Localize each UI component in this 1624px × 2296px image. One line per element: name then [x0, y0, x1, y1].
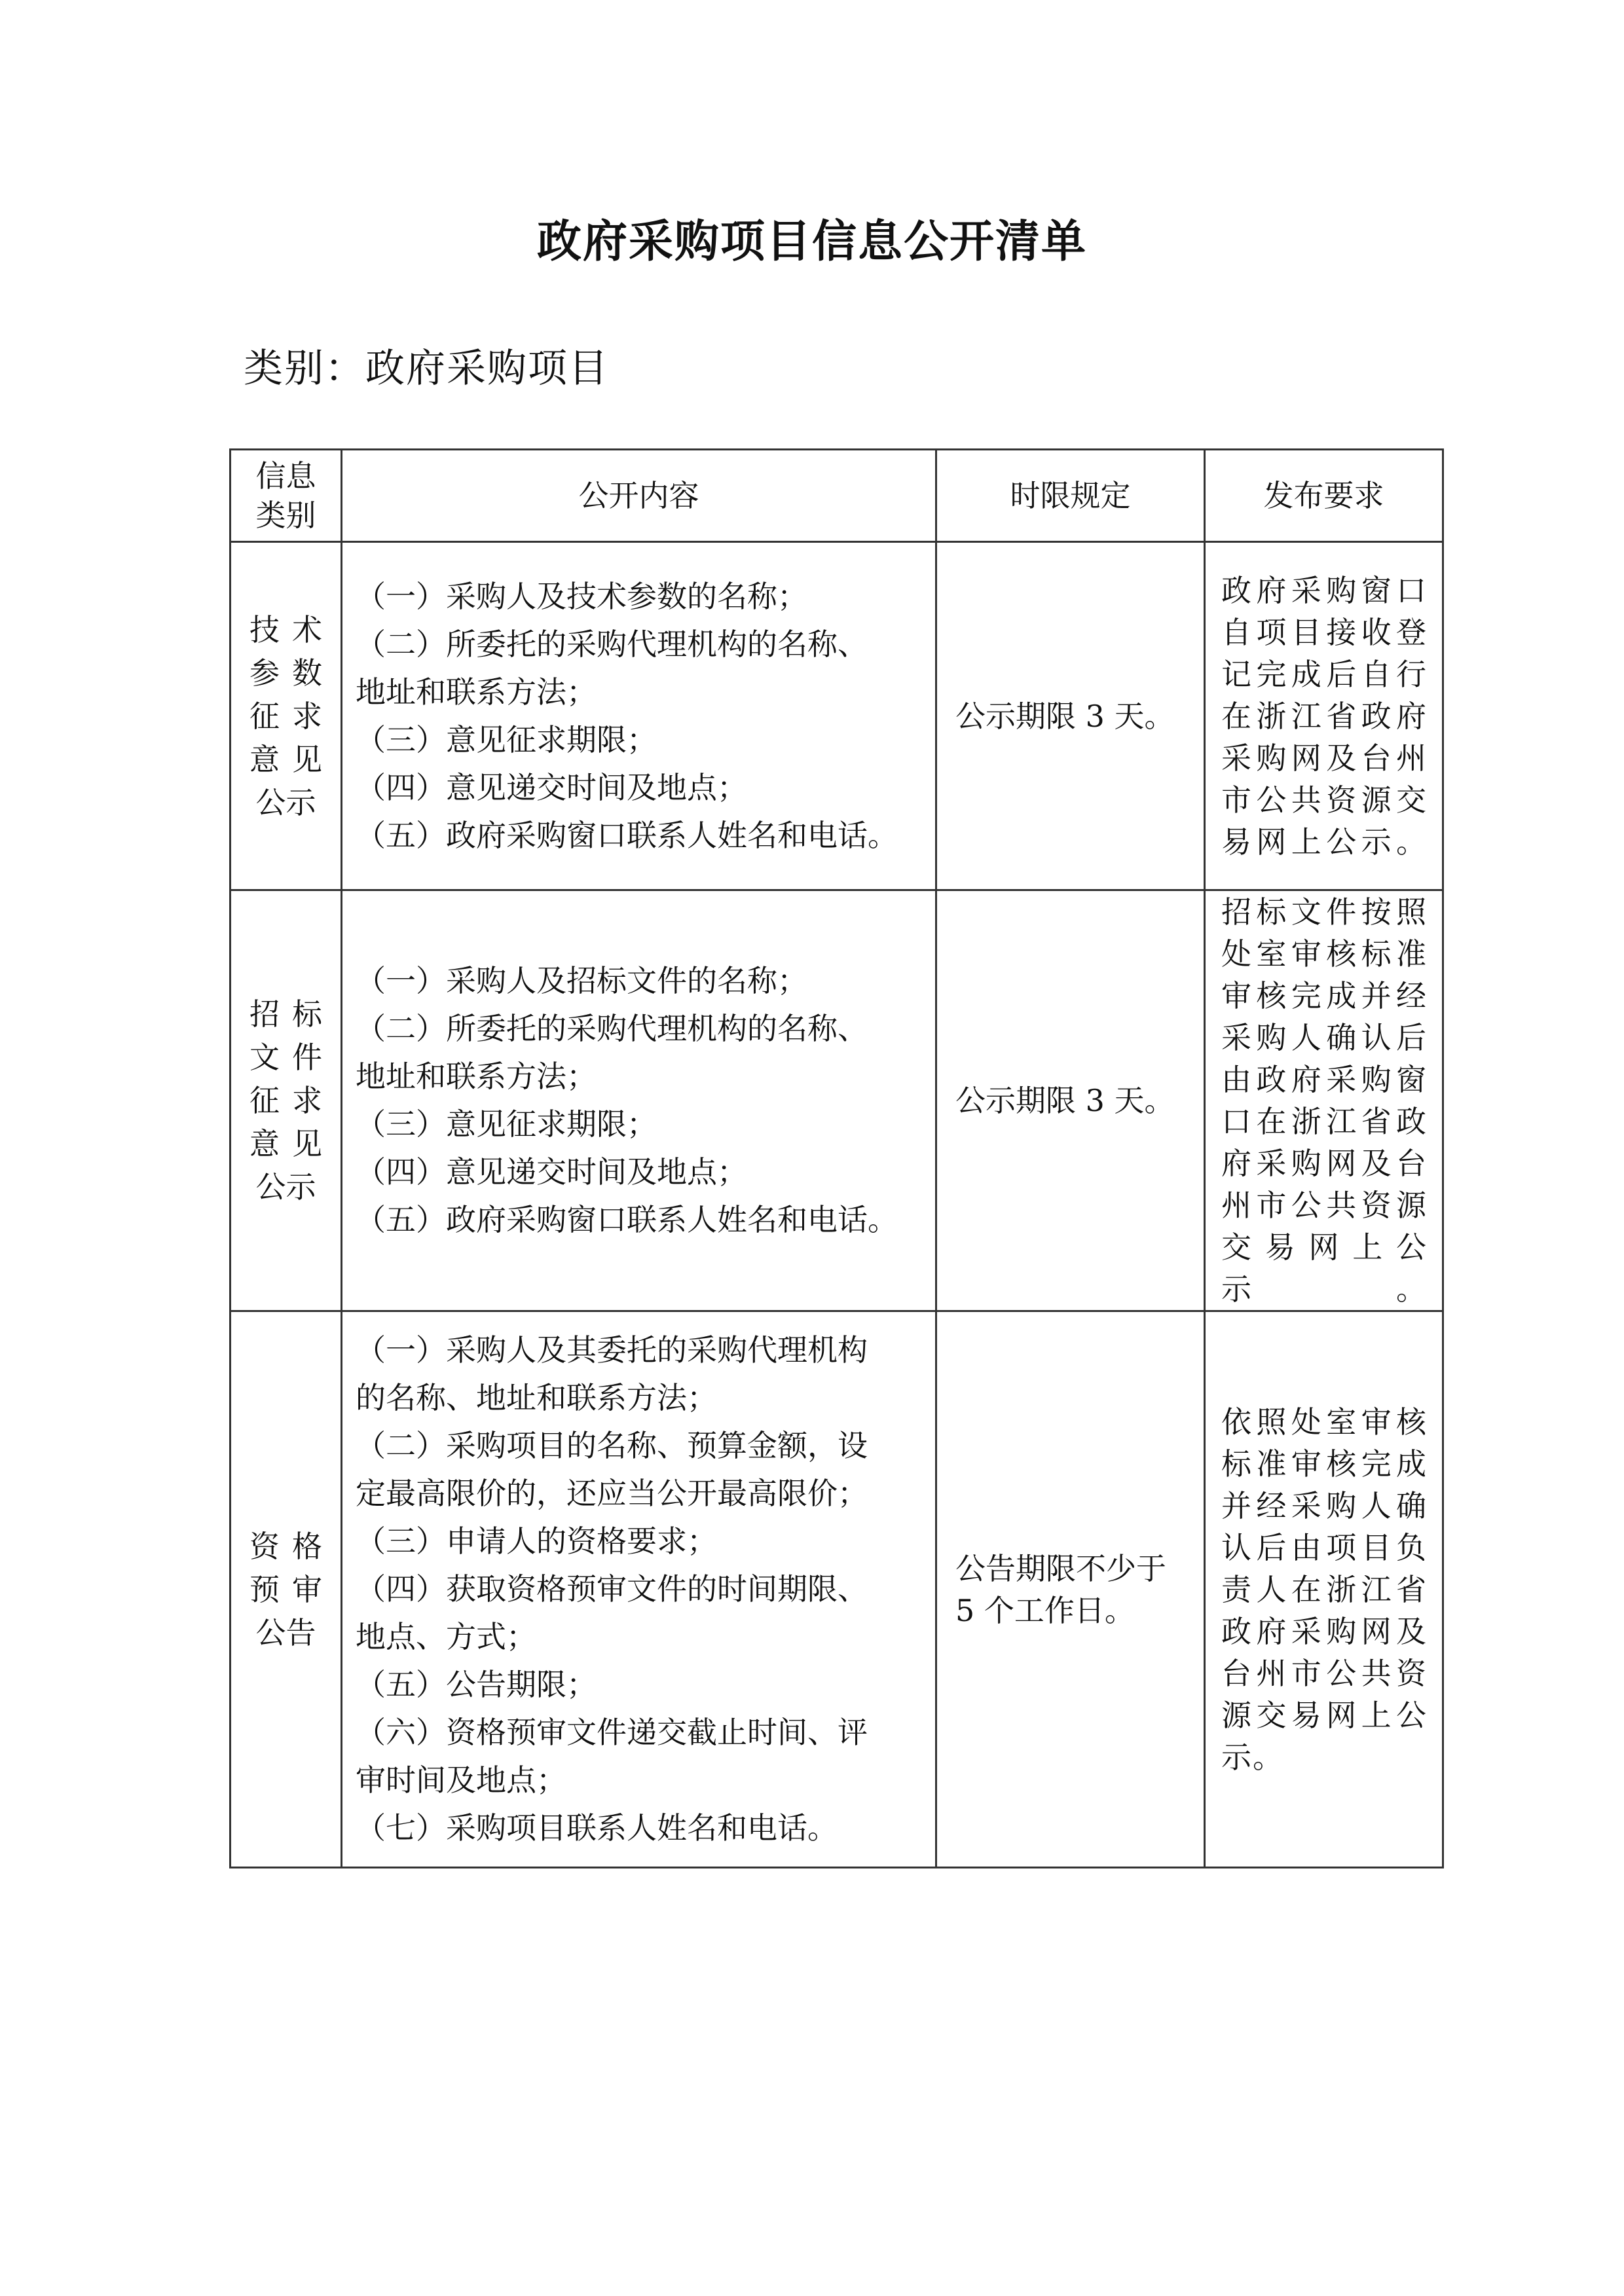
header-time-limit: 时限规定	[936, 450, 1205, 542]
content-item: 地址和联系方法；	[356, 1059, 597, 1094]
content-item: 地点、方式；	[356, 1619, 536, 1654]
requirement-line: 认后由项目负	[1221, 1529, 1428, 1565]
requirement-cell	[1205, 1311, 1443, 1868]
content-item: （四）获取资格预审文件的时间期限、	[356, 1571, 868, 1607]
info-type-line: 意 见	[249, 1126, 322, 1161]
requirement-line: 自项目接收登	[1221, 614, 1428, 650]
header-requirement: 发布要求	[1205, 450, 1443, 542]
content-item: （一）采购人及招标文件的名称；	[356, 963, 807, 998]
content-item: 审时间及地点；	[356, 1762, 566, 1798]
time-limit-line: 5 个工作日。	[955, 1592, 1135, 1628]
requirement-line: 采购人确认后	[1221, 1020, 1428, 1055]
info-type-line: 资 格	[249, 1528, 322, 1564]
category-line: 类别：政府采购项目	[244, 346, 609, 392]
info-type-line: 预 审	[249, 1571, 322, 1607]
info-type-line: 公告	[255, 1614, 316, 1650]
time-limit-line: 公告期限不少于	[955, 1550, 1166, 1586]
content-item: （五）政府采购窗口联系人姓名和电话。	[356, 1202, 898, 1237]
time-limit-cell	[936, 1311, 1205, 1868]
header-info-type-line: 信息	[255, 458, 316, 494]
requirement-line: 政府采购窗口	[1221, 572, 1428, 608]
info-type-line: 公示	[255, 1169, 316, 1205]
content-item: （七）采购项目联系人姓名和电话。	[356, 1810, 838, 1846]
table-header-row	[231, 450, 1443, 542]
requirement-line: 标准审核完成	[1221, 1446, 1428, 1482]
content-item: （三）意见征求期限；	[356, 1106, 657, 1142]
info-type-line: 征 求	[249, 1083, 322, 1118]
info-type-line: 招 标	[249, 996, 322, 1032]
content-item: （五）公告期限；	[356, 1667, 597, 1702]
content-item: （二）所委托的采购代理机构的名称、	[356, 626, 868, 662]
content-item: （五）政府采购窗口联系人姓名和电话。	[356, 817, 898, 853]
info-type-line: 参 数	[249, 655, 322, 691]
requirement-line: 处室审核标准	[1221, 936, 1428, 972]
info-type-line: 征 求	[249, 698, 322, 734]
content-cell	[342, 1311, 936, 1868]
info-type-line: 文 件	[249, 1040, 322, 1075]
content-item: （二）所委托的采购代理机构的名称、	[356, 1011, 868, 1046]
requirement-line: 台州市公共资	[1221, 1655, 1428, 1691]
header-info-type-line: 类别	[255, 498, 316, 533]
content-item: （四）意见递交时间及地点；	[356, 769, 747, 805]
header-info-type	[231, 450, 342, 542]
requirement-line: 采购网及台州	[1221, 740, 1428, 776]
requirement-line: 依照处室审核	[1221, 1404, 1428, 1440]
table-row	[231, 542, 1443, 890]
content-item: 的名称、地址和联系方法；	[356, 1380, 717, 1415]
info-type-cell	[231, 890, 342, 1311]
requirement-line: 审核完成并经	[1221, 978, 1428, 1013]
requirement-line: 示。	[1221, 1739, 1284, 1775]
requirement-line: 由政府采购窗	[1221, 1062, 1428, 1097]
time-limit-cell: 公示期限 3 天。	[936, 890, 1205, 1311]
content-item: （三）申请人的资格要求；	[356, 1523, 717, 1559]
requirement-line: 市公共资源交	[1221, 782, 1428, 818]
content-item: （四）意见递交时间及地点；	[356, 1154, 747, 1190]
info-type-line: 技 术	[249, 611, 322, 647]
document-title: 政府采购项目信息公开清单	[536, 215, 1087, 268]
content-item: （六）资格预审文件递交截止时间、评	[356, 1715, 868, 1750]
requirement-line: 交易网上公示。	[1221, 1230, 1428, 1307]
requirement-cell	[1205, 890, 1443, 1311]
content-item: 定最高限价的，还应当公开最高限价；	[356, 1476, 868, 1511]
content-item: 地址和联系方法；	[356, 674, 597, 710]
info-type-line: 意 见	[249, 741, 322, 777]
requirement-line: 招标文件按照	[1221, 894, 1428, 930]
requirement-line: 易网上公示。	[1221, 824, 1428, 860]
requirement-line: 口在浙江省政	[1221, 1104, 1428, 1139]
requirement-line: 源交易网上公	[1221, 1697, 1428, 1733]
table-row	[231, 1311, 1443, 1868]
info-type-cell	[231, 542, 342, 890]
requirement-line: 责人在浙江省	[1221, 1571, 1428, 1607]
requirement-line: 政府采购网及	[1221, 1613, 1428, 1649]
content-item: （三）意见征求期限；	[356, 721, 657, 757]
requirement-line: 并经采购人确	[1221, 1487, 1428, 1523]
requirement-line: 州市公共资源	[1221, 1188, 1428, 1223]
header-content: 公开内容	[342, 450, 936, 542]
content-item: （一）采购人及其委托的采购代理机构	[356, 1332, 868, 1368]
table-row	[231, 890, 1443, 1311]
content-item: （一）采购人及技术参数的名称；	[356, 578, 807, 614]
content-cell	[342, 890, 936, 1311]
content-item: （二）采购项目的名称、预算金额，设	[356, 1428, 868, 1463]
disclosure-table	[229, 448, 1444, 1868]
requirement-line: 在浙江省政府	[1221, 698, 1428, 734]
requirement-cell	[1205, 542, 1443, 890]
requirement-line: 记完成后自行	[1221, 656, 1428, 692]
info-type-line: 公示	[255, 784, 316, 820]
requirement-line: 府采购网及台	[1221, 1146, 1428, 1181]
time-limit-cell: 公示期限 3 天。	[936, 542, 1205, 890]
info-type-cell	[231, 1311, 342, 1868]
content-cell	[342, 542, 936, 890]
